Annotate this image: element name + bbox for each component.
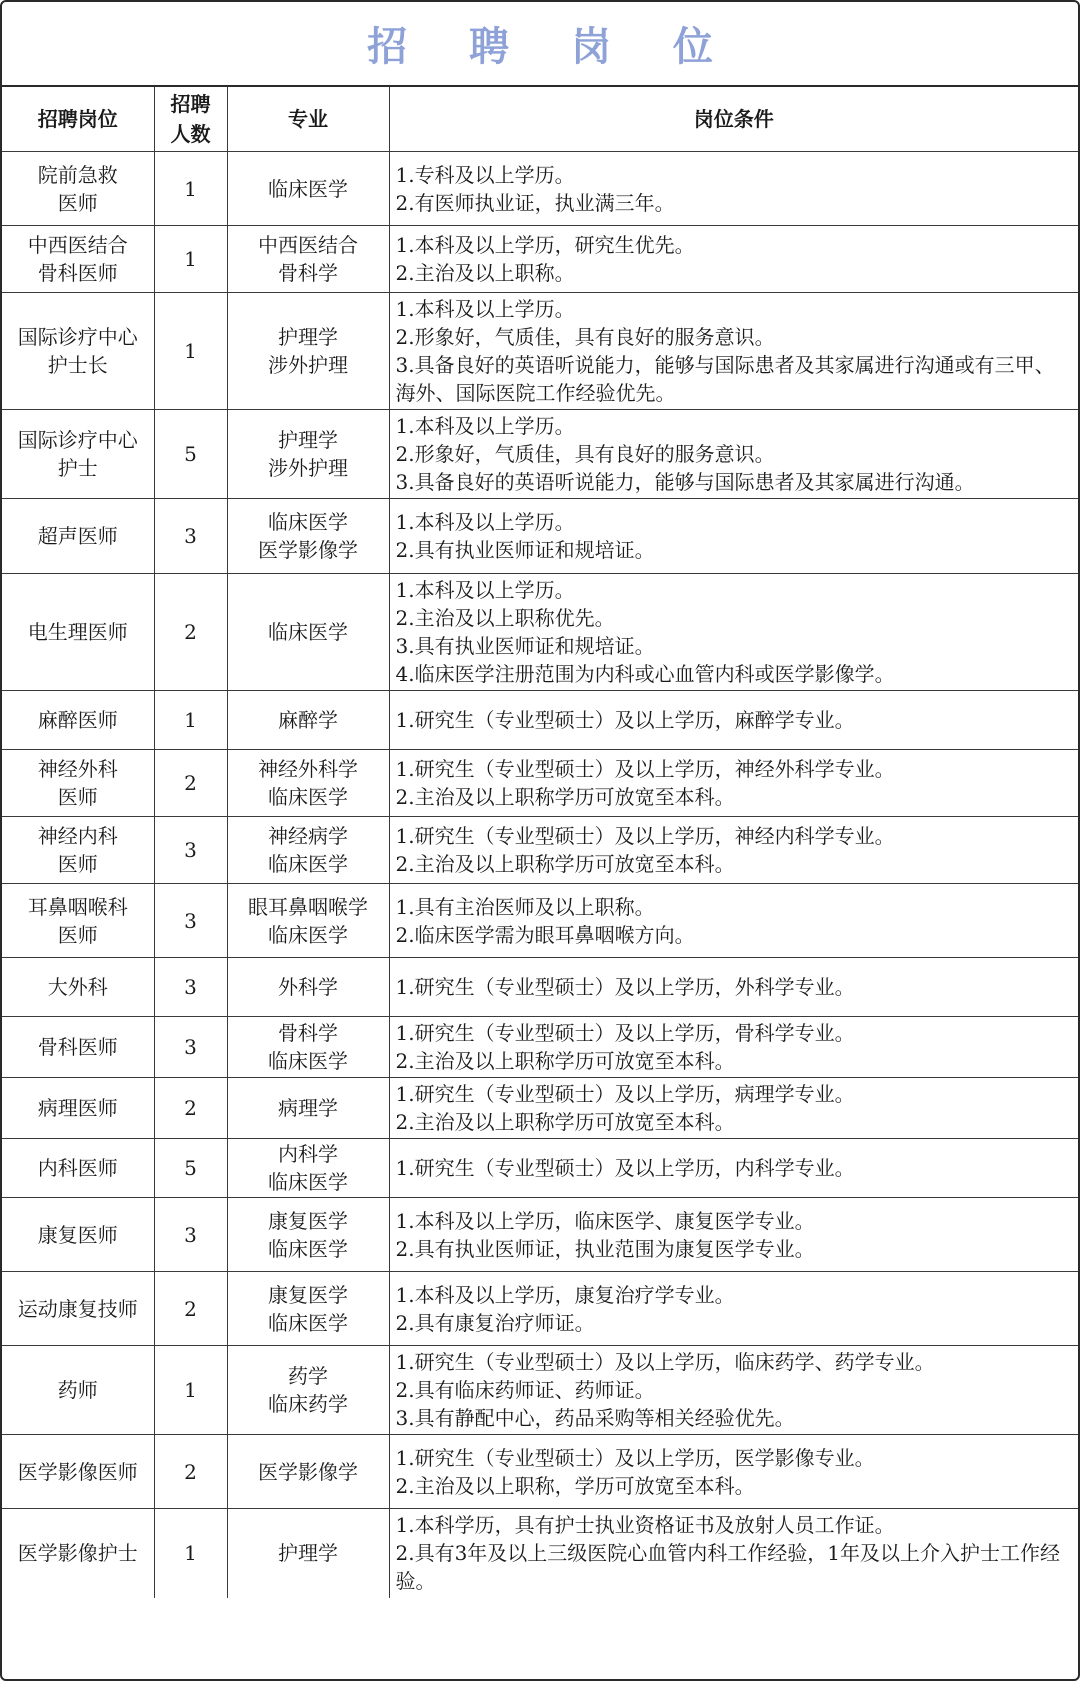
requirement-line: 2.具有执业医师证，执业范围为康复医学专业。 xyxy=(395,1236,815,1261)
cell-requirements xyxy=(389,1139,1078,1198)
requirement-line: 2.具有执业医师证和规培证。 xyxy=(395,538,655,562)
requirement-line: 1.具有主治医师及以上职称。 xyxy=(395,894,655,919)
positions-table xyxy=(2,87,1078,1598)
cell-count: 3 xyxy=(154,958,227,1017)
cell-major: 临床医学 xyxy=(227,574,389,691)
cell-requirements xyxy=(389,1509,1078,1598)
requirement-line: 1.研究生（专业型硕士）及以上学历，外科学专业。 xyxy=(395,975,855,999)
requirement-line: 2.主治及以上职称学历可放宽至本科。 xyxy=(395,1110,735,1134)
requirement-line: 2.主治及以上职称学历可放宽至本科。 xyxy=(395,785,735,809)
cell-requirements xyxy=(389,574,1078,691)
cell-requirements xyxy=(389,1078,1078,1139)
cell-major: 医学影像学 xyxy=(227,1435,389,1509)
requirement-line: 2.主治及以上职称优先。 xyxy=(395,606,615,630)
cell-requirements xyxy=(389,1346,1078,1435)
cell-major: 外科学 xyxy=(227,958,389,1017)
cell-major: 骨科学 临床医学 xyxy=(227,1017,389,1078)
cell-requirements xyxy=(389,750,1078,817)
requirement-line: 1.研究生（专业型硕士）及以上学历，麻醉学专业。 xyxy=(395,708,855,732)
cell-count: 2 xyxy=(154,1078,227,1139)
cell-requirements xyxy=(389,884,1078,958)
cell-position: 耳鼻咽喉科 医师 xyxy=(2,884,154,958)
cell-major: 眼耳鼻咽喉学 临床医学 xyxy=(227,884,389,958)
requirement-line: 2.形象好，气质佳，具有良好的服务意识。 xyxy=(395,325,775,349)
table-row xyxy=(2,574,1078,691)
cell-requirements xyxy=(389,226,1078,293)
requirement-line: 2.主治及以上职称。 xyxy=(395,261,575,285)
requirement-line: 1.本科及以上学历。 xyxy=(395,414,575,438)
cell-requirements xyxy=(389,1435,1078,1509)
requirement-line: 1.本科学历，具有护士执业资格证书及放射人员工作证。 xyxy=(395,1513,895,1538)
requirement-line: 1.本科及以上学历。 xyxy=(395,578,575,602)
cell-position: 骨科医师 xyxy=(2,1017,154,1078)
cell-position: 神经内科 医师 xyxy=(2,817,154,884)
requirement-line: 1.本科及以上学历，临床医学、康复医学专业。 xyxy=(395,1208,815,1233)
cell-major: 药学 临床药学 xyxy=(227,1346,389,1435)
cell-major: 神经外科学 临床医学 xyxy=(227,750,389,817)
requirement-line: 3.具备良好的英语听说能力，能够与国际患者及其家属进行沟通或有三甲、海外、国际医院工作经验优先。 xyxy=(395,353,1055,405)
requirement-line: 3.具有执业医师证和规培证。 xyxy=(395,634,655,658)
table-row xyxy=(2,1435,1078,1509)
table-row xyxy=(2,152,1078,226)
cell-position: 医学影像医师 xyxy=(2,1435,154,1509)
table-body xyxy=(2,152,1078,1598)
cell-count: 1 xyxy=(154,226,227,293)
requirement-line: 2.主治及以上职称，学历可放宽至本科。 xyxy=(395,1473,755,1498)
requirement-line: 1.本科及以上学历。 xyxy=(395,510,575,534)
requirement-line: 1.本科及以上学历，康复治疗学专业。 xyxy=(395,1282,735,1307)
requirement-line: 2.形象好，气质佳，具有良好的服务意识。 xyxy=(395,442,775,466)
requirement-line: 1.研究生（专业型硕士）及以上学历，神经内科学专业。 xyxy=(395,824,895,848)
table-row xyxy=(2,1078,1078,1139)
requirement-line: 4.临床医学注册范围为内科或心血管内科或医学影像学。 xyxy=(395,662,895,686)
cell-count: 5 xyxy=(154,410,227,499)
cell-position: 国际诊疗中心 护士 xyxy=(2,410,154,499)
requirement-line: 2.有医师执业证，执业满三年。 xyxy=(395,190,675,215)
cell-position: 麻醉医师 xyxy=(2,691,154,750)
cell-count: 3 xyxy=(154,1198,227,1272)
cell-count: 3 xyxy=(154,884,227,958)
cell-position: 内科医师 xyxy=(2,1139,154,1198)
header-count: 招聘 人数 xyxy=(154,87,227,152)
table-row xyxy=(2,750,1078,817)
cell-requirements xyxy=(389,958,1078,1017)
cell-major: 内科学 临床医学 xyxy=(227,1139,389,1198)
page-title: 招 聘 岗 位 xyxy=(367,24,737,70)
cell-requirements xyxy=(389,817,1078,884)
table-header-row xyxy=(2,87,1078,152)
cell-requirements xyxy=(389,1017,1078,1078)
cell-major: 中西医结合 骨科学 xyxy=(227,226,389,293)
requirement-line: 1.本科及以上学历。 xyxy=(395,297,575,321)
cell-position: 院前急救 医师 xyxy=(2,152,154,226)
requirement-line: 1.研究生（专业型硕士）及以上学历，病理学专业。 xyxy=(395,1082,855,1106)
cell-count: 1 xyxy=(154,293,227,410)
table-row xyxy=(2,410,1078,499)
header-position: 招聘岗位 xyxy=(2,87,154,152)
table-row xyxy=(2,691,1078,750)
cell-count: 3 xyxy=(154,499,227,574)
cell-count: 1 xyxy=(154,1509,227,1598)
requirement-line: 1.研究生（专业型硕士）及以上学历，临床药学、药学专业。 xyxy=(395,1350,935,1374)
table-row xyxy=(2,958,1078,1017)
cell-position: 病理医师 xyxy=(2,1078,154,1139)
table-row xyxy=(2,884,1078,958)
cell-position: 中西医结合 骨科医师 xyxy=(2,226,154,293)
requirement-line: 3.具有静配中心，药品采购等相关经验优先。 xyxy=(395,1406,795,1430)
cell-count: 1 xyxy=(154,691,227,750)
cell-major: 病理学 xyxy=(227,1078,389,1139)
cell-requirements xyxy=(389,1198,1078,1272)
cell-major: 康复医学 临床医学 xyxy=(227,1272,389,1346)
requirement-line: 1.本科及以上学历，研究生优先。 xyxy=(395,233,695,257)
cell-position: 药师 xyxy=(2,1346,154,1435)
cell-major: 神经病学 临床医学 xyxy=(227,817,389,884)
cell-major: 麻醉学 xyxy=(227,691,389,750)
cell-count: 2 xyxy=(154,1272,227,1346)
cell-requirements xyxy=(389,410,1078,499)
table-row xyxy=(2,1346,1078,1435)
table-row xyxy=(2,817,1078,884)
cell-major: 护理学 涉外护理 xyxy=(227,410,389,499)
cell-major: 护理学 xyxy=(227,1509,389,1598)
cell-count: 1 xyxy=(154,1346,227,1435)
cell-requirements xyxy=(389,293,1078,410)
header-major: 专业 xyxy=(227,87,389,152)
requirement-line: 1.研究生（专业型硕士）及以上学历，内科学专业。 xyxy=(395,1156,855,1180)
table-row xyxy=(2,293,1078,410)
requirement-line: 1.专科及以上学历。 xyxy=(395,162,575,187)
requirement-line: 2.临床医学需为眼耳鼻咽喉方向。 xyxy=(395,922,695,947)
requirement-line: 2.具有3年及以上三级医院心血管内科工作经验，1年及以上介入护士工作经验。 xyxy=(395,1541,1061,1594)
table-row xyxy=(2,226,1078,293)
requirement-line: 2.具有康复治疗师证。 xyxy=(395,1310,595,1335)
cell-count: 2 xyxy=(154,574,227,691)
table-row xyxy=(2,499,1078,574)
requirement-line: 2.主治及以上职称学历可放宽至本科。 xyxy=(395,852,735,876)
cell-requirements xyxy=(389,1272,1078,1346)
cell-major: 临床医学 医学影像学 xyxy=(227,499,389,574)
table-row xyxy=(2,1272,1078,1346)
cell-count: 1 xyxy=(154,152,227,226)
cell-count: 2 xyxy=(154,1435,227,1509)
cell-position: 电生理医师 xyxy=(2,574,154,691)
cell-count: 5 xyxy=(154,1139,227,1198)
requirement-line: 1.研究生（专业型硕士）及以上学历，神经外科学专业。 xyxy=(395,757,895,781)
cell-position: 神经外科 医师 xyxy=(2,750,154,817)
cell-requirements xyxy=(389,691,1078,750)
table-row xyxy=(2,1198,1078,1272)
table-row xyxy=(2,1139,1078,1198)
cell-position: 大外科 xyxy=(2,958,154,1017)
cell-major: 护理学 涉外护理 xyxy=(227,293,389,410)
cell-major: 康复医学 临床医学 xyxy=(227,1198,389,1272)
cell-count: 3 xyxy=(154,817,227,884)
requirement-line: 1.研究生（专业型硕士）及以上学历，骨科学专业。 xyxy=(395,1021,855,1045)
requirement-line: 1.研究生（专业型硕士）及以上学历，医学影像专业。 xyxy=(395,1445,875,1470)
table-row xyxy=(2,1017,1078,1078)
cell-position: 康复医师 xyxy=(2,1198,154,1272)
header-requirements: 岗位条件 xyxy=(389,87,1078,152)
cell-position: 医学影像护士 xyxy=(2,1509,154,1598)
cell-position: 运动康复技师 xyxy=(2,1272,154,1346)
cell-position: 超声医师 xyxy=(2,499,154,574)
table-row xyxy=(2,1509,1078,1598)
title-bar xyxy=(2,2,1078,87)
cell-requirements xyxy=(389,152,1078,226)
cell-requirements xyxy=(389,499,1078,574)
cell-major: 临床医学 xyxy=(227,152,389,226)
requirement-line: 2.主治及以上职称学历可放宽至本科。 xyxy=(395,1049,735,1073)
cell-position: 国际诊疗中心 护士长 xyxy=(2,293,154,410)
requirement-line: 3.具备良好的英语听说能力，能够与国际患者及其家属进行沟通。 xyxy=(395,470,975,494)
requirement-line: 2.具有临床药师证、药师证。 xyxy=(395,1378,655,1402)
cell-count: 2 xyxy=(154,750,227,817)
cell-count: 3 xyxy=(154,1017,227,1078)
